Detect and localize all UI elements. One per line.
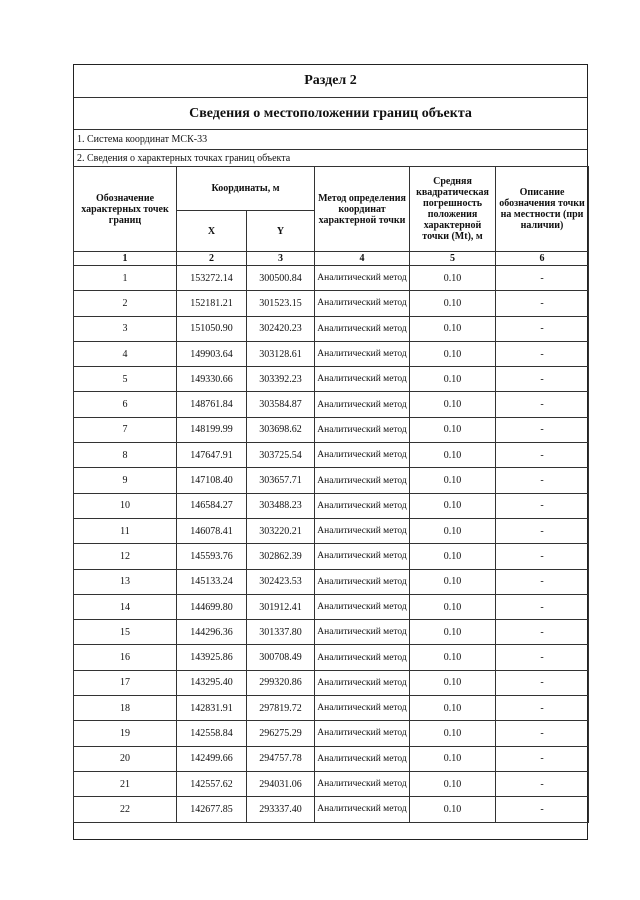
point-number: 4 — [74, 341, 177, 366]
method: Аналитический метод — [315, 797, 410, 822]
error-value: 0.10 — [410, 493, 496, 518]
coord-x: 143295.40 — [177, 670, 247, 695]
method: Аналитический метод — [315, 493, 410, 518]
point-number: 16 — [74, 645, 177, 670]
description: - — [496, 392, 589, 417]
document-frame — [73, 64, 588, 840]
method: Аналитический метод — [315, 417, 410, 442]
description: - — [496, 518, 589, 543]
table-row — [74, 721, 589, 746]
coord-x: 146078.41 — [177, 518, 247, 543]
point-number: 7 — [74, 417, 177, 442]
description: - — [496, 746, 589, 771]
point-number: 11 — [74, 518, 177, 543]
error-value: 0.10 — [410, 266, 496, 291]
table-row — [74, 569, 589, 594]
point-number: 6 — [74, 392, 177, 417]
method: Аналитический метод — [315, 746, 410, 771]
table-row — [74, 443, 589, 468]
coord-x: 149330.66 — [177, 367, 247, 392]
column-number: 6 — [496, 252, 589, 266]
coord-y: 303128.61 — [247, 341, 315, 366]
coord-x: 147647.91 — [177, 443, 247, 468]
coord-x: 145133.24 — [177, 569, 247, 594]
error-value: 0.10 — [410, 797, 496, 822]
table-row — [74, 316, 589, 341]
coord-y: 299320.86 — [247, 670, 315, 695]
coord-x: 146584.27 — [177, 493, 247, 518]
header-error: Средняя квадратическая погрешность положения характерной точки (Mt), м — [410, 167, 496, 252]
error-value: 0.10 — [410, 670, 496, 695]
method: Аналитический метод — [315, 518, 410, 543]
point-number: 3 — [74, 316, 177, 341]
description: - — [496, 696, 589, 721]
description: - — [496, 771, 589, 796]
coord-x: 142558.84 — [177, 721, 247, 746]
header-method: Метод определения координат характерной точки — [315, 167, 410, 252]
table-row — [74, 291, 589, 316]
header-y: Y — [247, 211, 315, 252]
column-number: 1 — [74, 252, 177, 266]
error-value: 0.10 — [410, 392, 496, 417]
table-row — [74, 367, 589, 392]
description: - — [496, 266, 589, 291]
method: Аналитический метод — [315, 341, 410, 366]
point-number: 17 — [74, 670, 177, 695]
coord-y: 296275.29 — [247, 721, 315, 746]
coord-y: 294031.06 — [247, 771, 315, 796]
coord-y: 294757.78 — [247, 746, 315, 771]
coord-x: 143925.86 — [177, 645, 247, 670]
error-value: 0.10 — [410, 645, 496, 670]
coord-y: 303657.71 — [247, 468, 315, 493]
points-heading: 2. Сведения о характерных точках границ объекта — [77, 152, 291, 164]
error-value: 0.10 — [410, 746, 496, 771]
description: - — [496, 594, 589, 619]
coord-x: 151050.90 — [177, 316, 247, 341]
column-number: 5 — [410, 252, 496, 266]
method: Аналитический метод — [315, 645, 410, 670]
column-number: 4 — [315, 252, 410, 266]
table-row — [74, 392, 589, 417]
error-value: 0.10 — [410, 696, 496, 721]
point-number: 12 — [74, 544, 177, 569]
method: Аналитический метод — [315, 696, 410, 721]
method: Аналитический метод — [315, 569, 410, 594]
point-number: 19 — [74, 721, 177, 746]
error-value: 0.10 — [410, 341, 496, 366]
point-number: 9 — [74, 468, 177, 493]
description: - — [496, 670, 589, 695]
coord-x: 149903.64 — [177, 341, 247, 366]
coord-y: 303392.23 — [247, 367, 315, 392]
error-value: 0.10 — [410, 518, 496, 543]
coord-x: 153272.14 — [177, 266, 247, 291]
method: Аналитический метод — [315, 620, 410, 645]
table-row — [74, 670, 589, 695]
coord-y: 302862.39 — [247, 544, 315, 569]
error-value: 0.10 — [410, 316, 496, 341]
error-value: 0.10 — [410, 771, 496, 796]
coord-y: 300708.49 — [247, 645, 315, 670]
coord-y: 303725.54 — [247, 443, 315, 468]
boundary-points-table — [73, 166, 589, 823]
header-designation: Обозначение характерных точек границ — [74, 167, 177, 252]
header-coordinates: Координаты, м — [177, 167, 315, 211]
table-row — [74, 645, 589, 670]
error-value: 0.10 — [410, 443, 496, 468]
point-number: 18 — [74, 696, 177, 721]
error-value: 0.10 — [410, 367, 496, 392]
point-number: 5 — [74, 367, 177, 392]
column-number-row — [74, 252, 589, 266]
description: - — [496, 341, 589, 366]
method: Аналитический метод — [315, 594, 410, 619]
description: - — [496, 417, 589, 442]
table-row — [74, 266, 589, 291]
error-value: 0.10 — [410, 417, 496, 442]
description: - — [496, 291, 589, 316]
description: - — [496, 468, 589, 493]
coord-x: 145593.76 — [177, 544, 247, 569]
coord-y: 302420.23 — [247, 316, 315, 341]
method: Аналитический метод — [315, 367, 410, 392]
description: - — [496, 569, 589, 594]
coord-system-line: 1. Система координат МСК-33 — [74, 130, 587, 150]
point-number: 20 — [74, 746, 177, 771]
coord-y: 301523.15 — [247, 291, 315, 316]
method: Аналитический метод — [315, 771, 410, 796]
header-x: X — [177, 211, 247, 252]
table-row — [74, 594, 589, 619]
table-row — [74, 544, 589, 569]
section-title: Раздел 2 — [74, 65, 587, 98]
coord-x: 142557.62 — [177, 771, 247, 796]
coord-y: 301337.80 — [247, 620, 315, 645]
coord-y: 303698.62 — [247, 417, 315, 442]
description: - — [496, 443, 589, 468]
error-value: 0.10 — [410, 594, 496, 619]
section-subtitle: Сведения о местоположении границ объекта — [74, 98, 587, 130]
table-row — [74, 620, 589, 645]
column-number: 2 — [177, 252, 247, 266]
coord-x: 142677.85 — [177, 797, 247, 822]
point-number: 13 — [74, 569, 177, 594]
method: Аналитический метод — [315, 544, 410, 569]
point-number: 8 — [74, 443, 177, 468]
description: - — [496, 316, 589, 341]
point-number: 22 — [74, 797, 177, 822]
method: Аналитический метод — [315, 392, 410, 417]
coord-x: 148761.84 — [177, 392, 247, 417]
table-row — [74, 518, 589, 543]
method: Аналитический метод — [315, 291, 410, 316]
column-number: 3 — [247, 252, 315, 266]
method: Аналитический метод — [315, 468, 410, 493]
table-row — [74, 341, 589, 366]
point-number: 2 — [74, 291, 177, 316]
description: - — [496, 797, 589, 822]
description: - — [496, 645, 589, 670]
table-row — [74, 468, 589, 493]
point-number: 1 — [74, 266, 177, 291]
coord-x: 144296.36 — [177, 620, 247, 645]
point-number: 21 — [74, 771, 177, 796]
method: Аналитический метод — [315, 670, 410, 695]
error-value: 0.10 — [410, 291, 496, 316]
coord-y: 302423.53 — [247, 569, 315, 594]
coord-y: 301912.41 — [247, 594, 315, 619]
coord-y: 297819.72 — [247, 696, 315, 721]
coord-x: 152181.21 — [177, 291, 247, 316]
coord-y: 303488.23 — [247, 493, 315, 518]
point-number: 14 — [74, 594, 177, 619]
error-value: 0.10 — [410, 544, 496, 569]
coord-y: 303220.21 — [247, 518, 315, 543]
error-value: 0.10 — [410, 721, 496, 746]
table-row — [74, 417, 589, 442]
table-bottom-margin — [74, 808, 587, 841]
method: Аналитический метод — [315, 316, 410, 341]
table-row — [74, 696, 589, 721]
table-row — [74, 746, 589, 771]
point-number: 10 — [74, 493, 177, 518]
error-value: 0.10 — [410, 468, 496, 493]
table-row — [74, 771, 589, 796]
description: - — [496, 620, 589, 645]
coord-x: 142499.66 — [177, 746, 247, 771]
error-value: 0.10 — [410, 620, 496, 645]
coord-x: 142831.91 — [177, 696, 247, 721]
coord-y: 303584.87 — [247, 392, 315, 417]
method: Аналитический метод — [315, 721, 410, 746]
coord-x: 148199.99 — [177, 417, 247, 442]
table-row — [74, 493, 589, 518]
coord-x: 144699.80 — [177, 594, 247, 619]
method: Аналитический метод — [315, 443, 410, 468]
header-description: Описание обозначения точки на местности (при наличии) — [496, 167, 589, 252]
description: - — [496, 367, 589, 392]
method: Аналитический метод — [315, 266, 410, 291]
error-value: 0.10 — [410, 569, 496, 594]
coord-x: 147108.40 — [177, 468, 247, 493]
description: - — [496, 544, 589, 569]
description: - — [496, 493, 589, 518]
point-number: 15 — [74, 620, 177, 645]
description: - — [496, 721, 589, 746]
coord-y: 300500.84 — [247, 266, 315, 291]
coord-y: 293337.40 — [247, 797, 315, 822]
